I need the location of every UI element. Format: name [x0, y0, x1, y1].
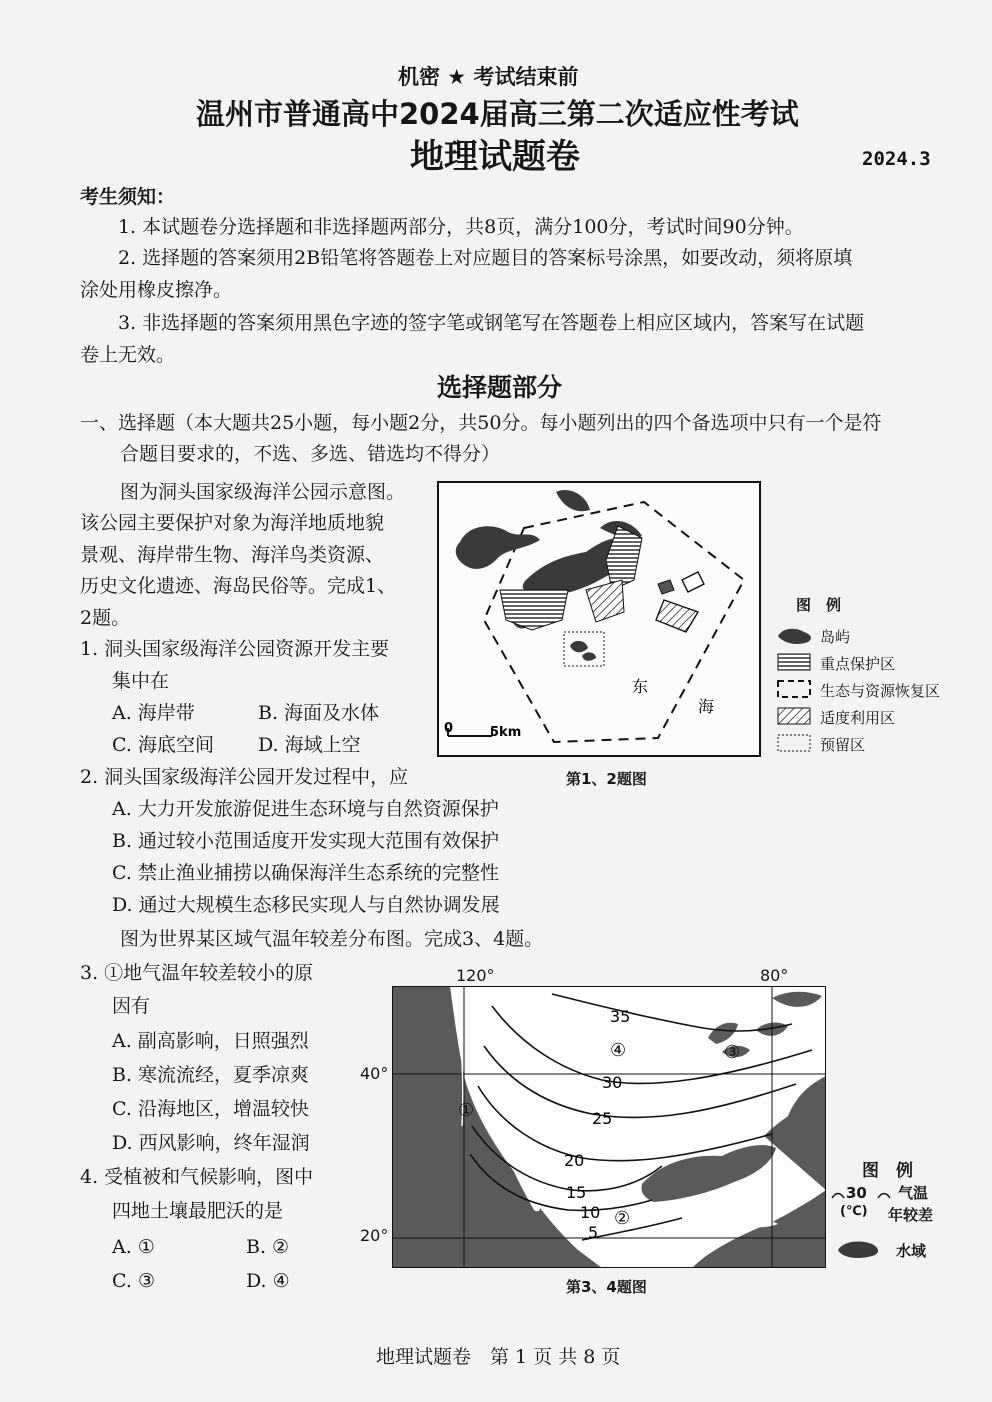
legend-isotherm-unit: (℃)	[840, 1204, 868, 1219]
sea-label: 海	[698, 697, 715, 716]
isotherm-label: 20	[564, 1151, 585, 1170]
intro-12-line: 图为洞头国家级海洋公园示意图。	[120, 481, 406, 503]
isotherm-label: 25	[592, 1109, 613, 1128]
confidential-mark: 机密 ★ 考试结束前	[398, 65, 579, 89]
legend-swatches	[776, 624, 816, 756]
notice-item-1: 1. 本试题卷分选择题和非选择题两部分，共8页，满分100分，考试时间90分钟。	[118, 216, 804, 238]
lon-label-80: 80°	[760, 966, 789, 985]
location-marker-4: ④	[610, 1040, 627, 1061]
intro-12-line: 历史文化遗迹、海岛民俗等。完成1、	[80, 575, 397, 597]
section-heading: 一、选择题（本大题共25小题，每小题2分，共50分。每小题列出的四个备选项中只有一个是符	[80, 412, 882, 434]
q2-stem: 2. 洞头国家级海洋公园开发过程中，应	[80, 766, 409, 788]
subject-title: 地理试题卷	[410, 137, 580, 177]
legend-island: 岛屿	[820, 628, 851, 646]
intro-12-line: 2题。	[80, 607, 131, 629]
q3-option-c: C. 沿海地区，增温较快	[112, 1098, 309, 1120]
legend-title: 图 例	[796, 596, 842, 614]
q2-option-a: A. 大力开发旅游促进生态环境与自然资源保护	[112, 798, 499, 820]
map2-caption: 第3、4题图	[566, 1278, 647, 1296]
sea-label: 东	[632, 677, 649, 696]
q1-stem: 1. 洞头国家级海洋公园资源开发主要	[80, 638, 390, 660]
intro-12-line: 景观、海岸带生物、海洋鸟类资源、	[80, 544, 385, 566]
q3-option-b: B. 寒流流经，夏季凉爽	[112, 1064, 310, 1086]
water-swatch	[836, 1238, 882, 1260]
section-heading-cont: 合题目要求的，不选、多选、错选均不得分）	[120, 443, 501, 465]
legend-isotherm-label-2: 年较差	[888, 1206, 934, 1224]
q1-option-b: B. 海面及水体	[258, 702, 380, 724]
isotherm-label: 35	[610, 1007, 631, 1026]
legend-reserve-zone: 预留区	[820, 736, 866, 754]
q2-option-c: C. 禁止渔业捕捞以确保海洋生态系统的完整性	[112, 862, 499, 884]
q4-option-a: A. ①	[112, 1236, 155, 1258]
location-marker-1: ①	[458, 1100, 475, 1121]
legend-isotherm-value: 30	[846, 1184, 867, 1202]
map2-legend-title: 图 例	[862, 1161, 913, 1181]
q4-stem: 4. 受植被和气候影响，图中	[80, 1166, 314, 1188]
intro-12-line: 该公园主要保护对象为海洋地质地貌	[80, 512, 385, 534]
map1-caption: 第1、2题图	[566, 770, 647, 788]
q4-stem-cont: 四地土壤最肥沃的是	[112, 1200, 284, 1222]
q3-stem-cont: 因有	[112, 995, 151, 1017]
isotherm-label: 15	[566, 1183, 587, 1202]
isotherm-label: 30	[602, 1073, 623, 1092]
location-marker-2: ②	[614, 1208, 631, 1229]
exam-title: 温州市普通高中2024届高三第二次适应性考试	[196, 97, 799, 131]
reserve-swatch	[778, 735, 810, 751]
page-footer: 地理试题卷 第 1 页 共 8 页	[376, 1346, 621, 1368]
q3-option-a: A. 副高影响，日照强烈	[112, 1030, 309, 1052]
legend-moderate-zone: 适度利用区	[820, 709, 896, 727]
q2-option-d: D. 通过大规模生态移民实现人与自然协调发展	[112, 894, 500, 916]
marine-park-map	[436, 480, 766, 760]
notice-heading: 考生须知：	[80, 186, 176, 208]
island-swatch	[778, 629, 811, 644]
scale-zero: 0	[444, 721, 454, 736]
lat-label-40: 40°	[360, 1064, 389, 1083]
legend-eco-zone: 生态与资源恢复区	[820, 682, 941, 700]
q4-option-c: C. ③	[112, 1270, 155, 1292]
notice-item-2: 2. 选择题的答案须用2B铅笔将答题卷上对应题目的答案标号涂黑，如要改动，须将原填	[118, 247, 853, 269]
legend-water: 水域	[896, 1242, 927, 1260]
section-title: 选择题部分	[437, 373, 563, 402]
q2-option-b: B. 通过较小范围适度开发实现大范围有效保护	[112, 830, 500, 852]
q3-option-d: D. 西风影响，终年湿润	[112, 1132, 310, 1154]
legend-key-zone: 重点保护区	[820, 655, 896, 673]
scale-label: 5km	[490, 725, 522, 740]
exam-date: 2024.3	[862, 148, 931, 170]
legend-isotherm-label: 气温	[898, 1184, 929, 1202]
q3-stem: 3. ①地气温年较差较小的原	[80, 962, 314, 984]
q4-option-d: D. ④	[246, 1270, 290, 1292]
lon-label-120: 120°	[456, 966, 495, 985]
notice-item-3: 3. 非选择题的答案须用黑色字迹的签字笔或钢笔写在答题卷上相应区域内，答案写在试题	[118, 312, 865, 334]
lat-label-20: 20°	[360, 1226, 389, 1245]
q1-option-d: D. 海域上空	[258, 734, 361, 756]
moderate-use-swatch	[778, 708, 810, 724]
notice-item-2-cont: 涂处用橡皮擦净。	[80, 279, 233, 301]
q1-option-a: A. 海岸带	[112, 702, 195, 724]
intro-34: 图为世界某区域气温年较差分布图。完成3、4题。	[120, 928, 544, 950]
q1-stem-cont: 集中在	[112, 670, 170, 692]
q4-option-b: B. ②	[246, 1236, 290, 1258]
notice-item-3-cont: 卷上无效。	[80, 344, 176, 366]
isotherm-label: 10	[580, 1203, 601, 1222]
temperature-range-map	[392, 986, 826, 1268]
isotherm-label: 5	[588, 1223, 599, 1242]
key-protection-swatch	[778, 654, 810, 670]
eco-restoration-swatch	[778, 681, 810, 697]
location-marker-3: ③	[724, 1042, 741, 1063]
q1-option-c: C. 海底空间	[112, 734, 214, 756]
